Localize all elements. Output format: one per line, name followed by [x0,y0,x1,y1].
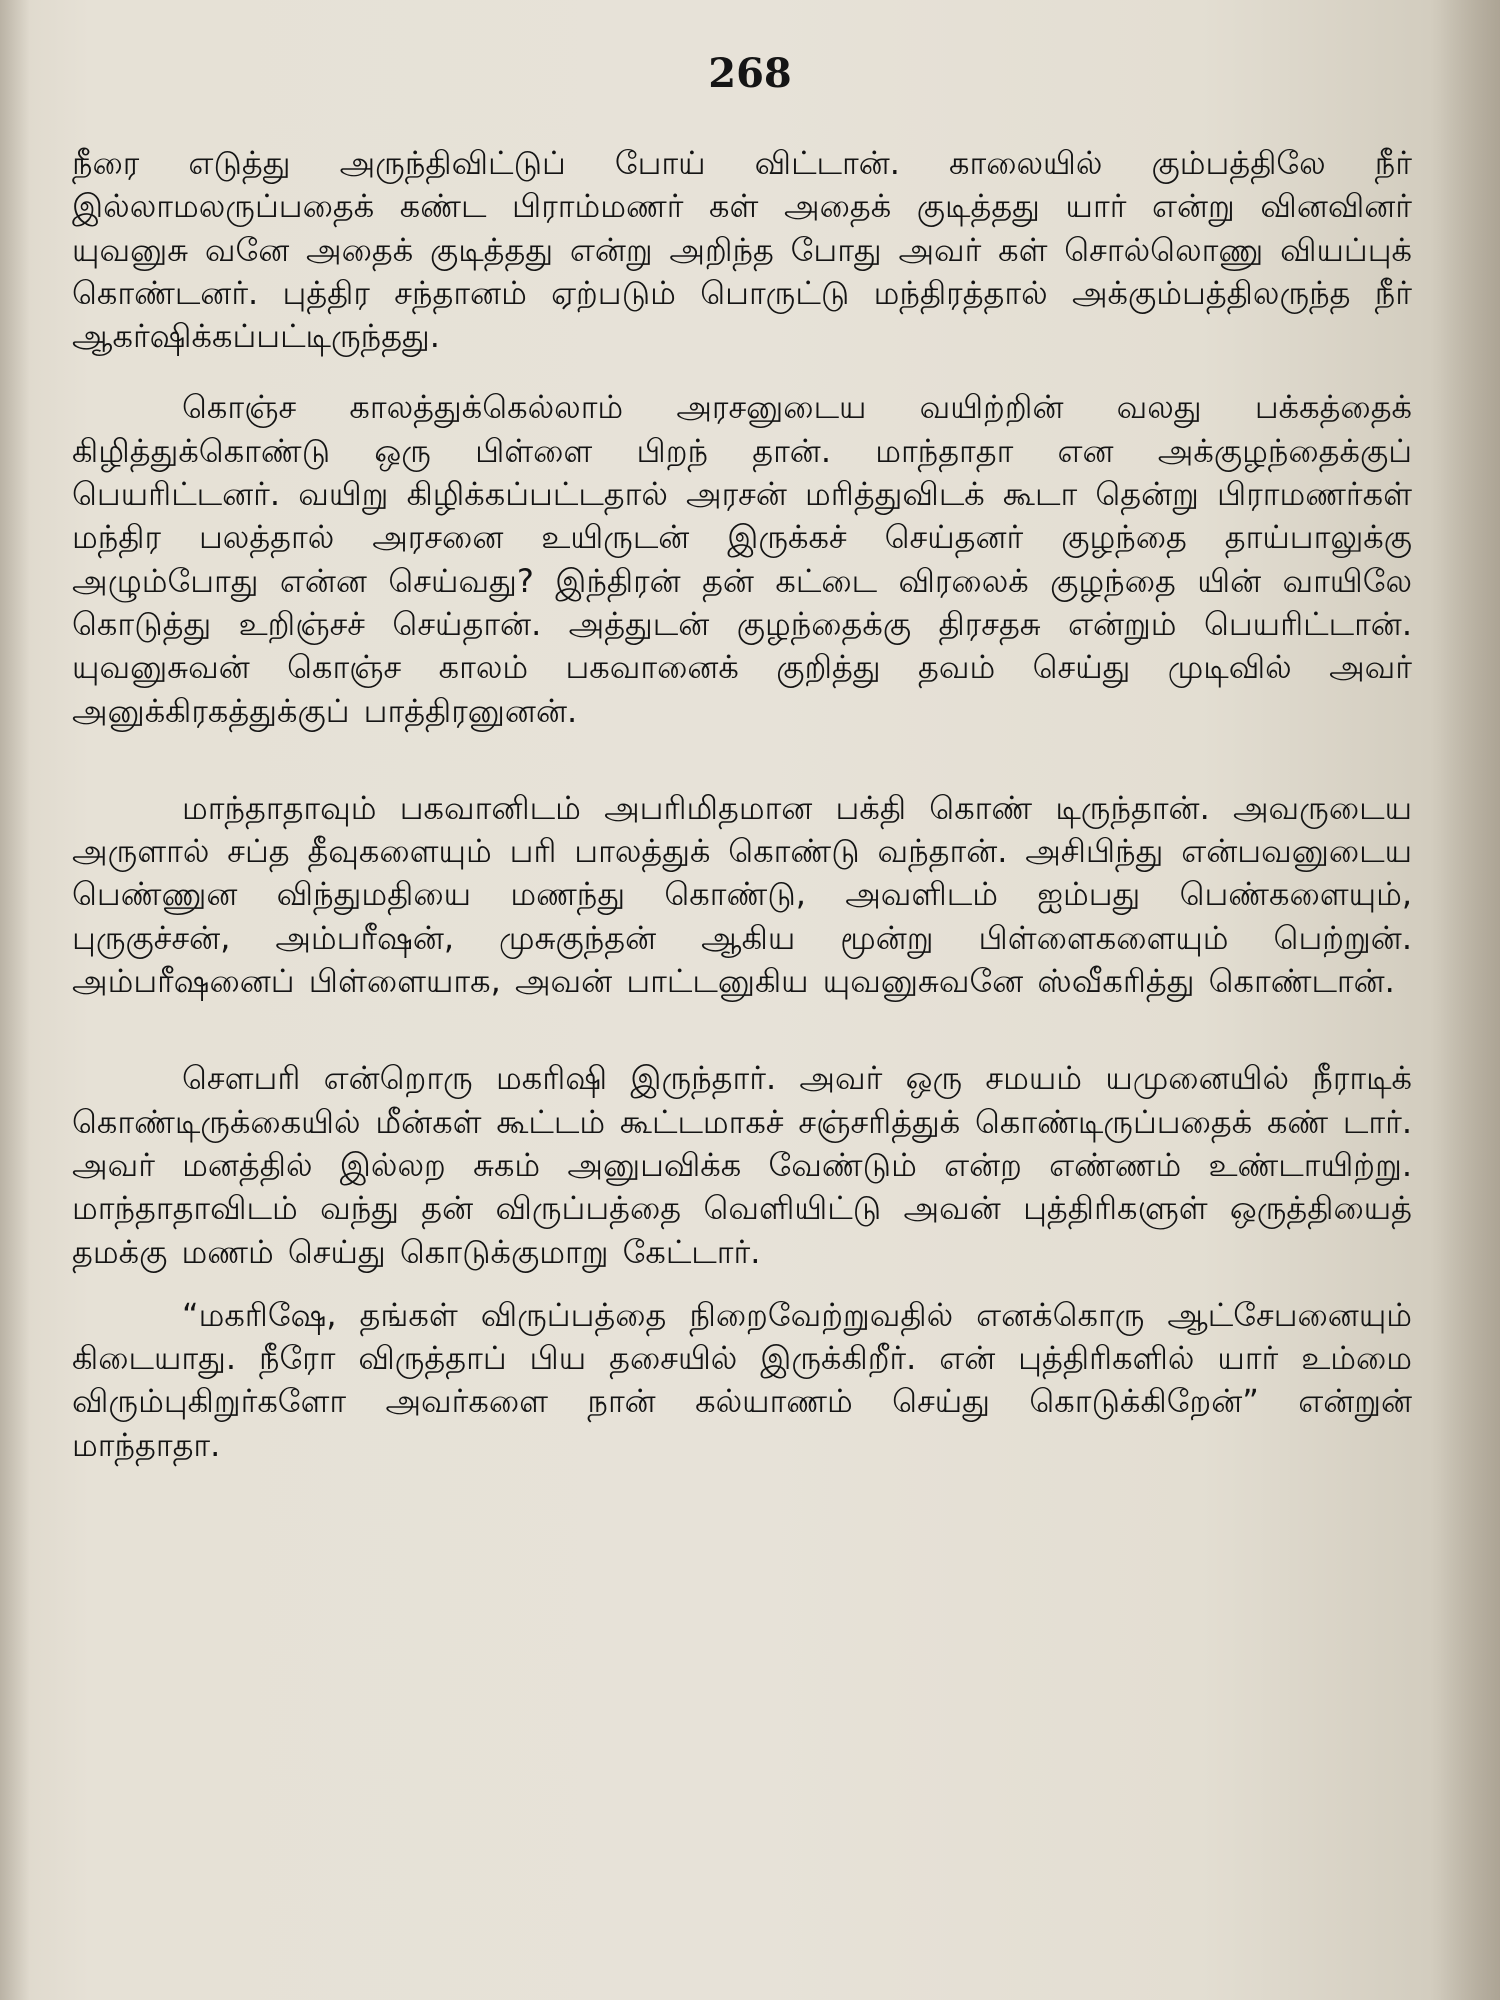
paragraph-2: கொஞ்ச காலத்துக்கெல்லாம் அரசனுடைய வயிற்றின் வலது பக்கத்தைக் கிழித்துக்கொண்டு ஒரு பிள்ளை பிறந் தான். மாந்தாதா என அக்குழந்தைக்குப் பெயரிட்டனர். வயிறு கிழிக்கப்பட்டதால் அரசன் மரித்துவிடக் கூடா தென்று பிராமணர்கள் மந்திர பலத்தால் அரசனை உயிருடன் இருக்கச் செய்தனர் குழந்தை தாய்பாலுக்கு அழும்போது என்ன செய்வது? இந்திரன் தன் கட்டை விரலைக் குழந்தை யின் வாயிலே கொடுத்து உறிஞ்சச் செய்தான். அத்துடன் குழந்தைக்கு திரசதசு என்றும் பெயரிட்டான். யுவனுசுவன் கொஞ்ச காலம் பகவானைக் குறித்து தவம் செய்து முடிவில் அவர் அனுக்கிரகத்துக்குப் பாத்திரனுனன். [72,388,1427,730]
paragraph-5: “மகரிஷே, தங்கள் விருப்பத்தை நிறைவேற்றுவதில் எனக்கொரு ஆட்சேபனையும் கிடையாது. நீரோ விருத்தாப் பிய தசையில் இருக்கிறீர். என் புத்திரிகளில் யார் உம்மை விரும்புகிறுர்களோ அவர்களை நான் கல்யாணம் செய்து கொடுக்கிறேன்” என்றுன் மாந்தாதா. [72,1295,1427,1464]
paragraph-1: நீரை எடுத்து அருந்திவிட்டுப் போய் விட்டான். காலையில் கும்பத்திலே நீர் இல்லாமலருப்பதைக் கண்ட பிராம்மணர் கள் அதைக் குடித்தது யார் என்று வினவினர் யுவனுசு வனே அதைக் குடித்தது என்று அறிந்த போது அவர் கள் சொல்லொணு வியப்புக் கொண்டனர். புத்திர சந்தானம் ஏற்படும் பொருட்டு மந்திரத்தால் அக்கும்பத்திலருந்த நீர் ஆகர்ஷிக்கப்பட்டிருந்தது. [72,144,1427,356]
page-edge-shadow [1430,0,1500,2000]
spine-shadow [0,0,30,2000]
paragraph-4: சௌபரி என்றொரு மகரிஷி இருந்தார். அவர் ஒரு சமயம் யமுனையில் நீராடிக் கொண்டிருக்கையில் மீன்கள் கூட்டம் கூட்டமாகச் சஞ்சரித்துக் கொண்டிருப்பதைக் கண் டார். அவர் மனத்தில் இல்லற சுகம் அனுபவிக்க வேண்டும் என்ற எண்ணம் உண்டாயிற்று. மாந்தாதாவிடம் வந்து தன் விருப்பத்தை வெளியிட்டு அவன் புத்திரிகளுள் ஒருத்தியைத் தமக்கு மணம் செய்து கொடுக்குமாறு கேட்டார். [72,1059,1427,1271]
body-text [72,142,1427,1467]
page-number: 268 [708,50,792,97]
paragraph-3: மாந்தாதாவும் பகவானிடம் அபரிமிதமான பக்தி கொண் டிருந்தான். அவருடைய அருளால் சப்த தீவுகளையும் பரி பாலத்துக் கொண்டு வந்தான். அசிபிந்து என்பவனுடைய பெண்ணுன விந்துமதியை மணந்து கொண்டு, அவளிடம் ஐம்பது பெண்களையும், புருகுச்சன், அம்பரீஷன், முசுகுந்தன் ஆகிய மூன்று பிள்ளைகளையும் பெற்றுன். அம்பரீஷனைப் பிள்ளையாக, அவன் பாட்டனுகிய யுவனுசுவனே ஸ்வீகரித்து கொண்டான். [72,788,1427,1001]
